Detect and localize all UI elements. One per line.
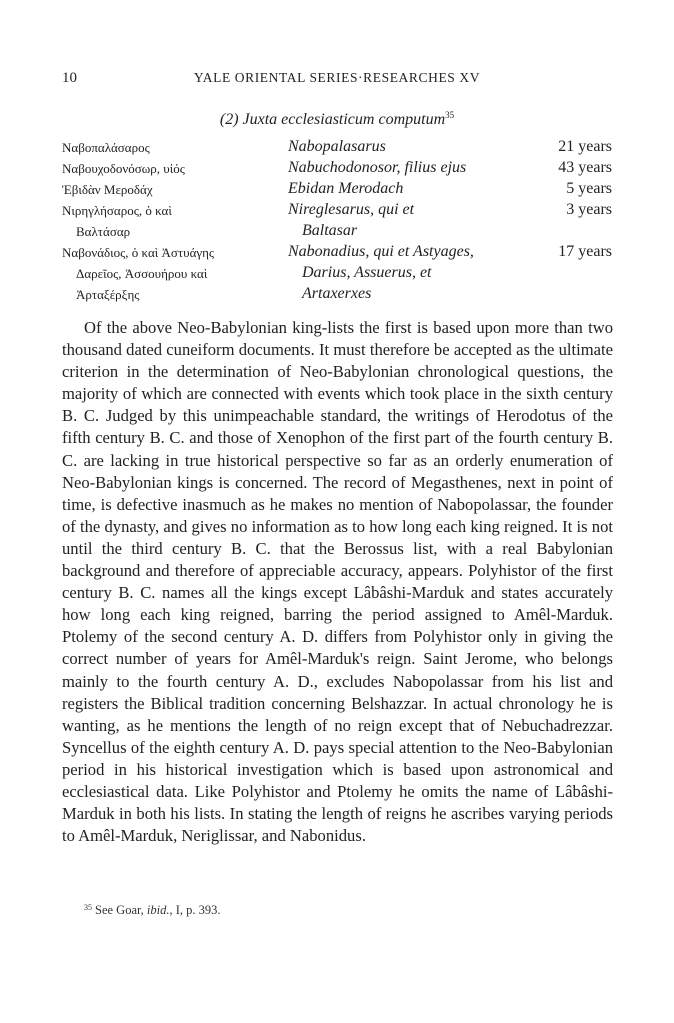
- king-row-line: [62, 138, 612, 159]
- greek-name: Ἐβιδὰν Μεροδάχ: [62, 182, 153, 197]
- latin-name: Nireglesarus, qui et: [288, 201, 415, 218]
- greek-name: Δαρεῖος, Ἀσσουήρου καὶ: [76, 266, 208, 281]
- king-list-table: [62, 138, 612, 306]
- latin-name: Artaxerxes: [302, 285, 372, 302]
- page-number: 10: [62, 70, 77, 86]
- footnote-text-italic: ibid.: [146, 903, 170, 917]
- reign-years: 21 years: [558, 138, 612, 155]
- reign-years: 3 years: [566, 201, 612, 218]
- footnote-marker: 35: [84, 903, 92, 912]
- reign-years: 17 years: [558, 243, 612, 260]
- latin-name: Nabopalasarus: [288, 138, 386, 155]
- greek-name: Νιρηγλήσαρος, ὁ καὶ: [62, 203, 172, 218]
- reign-years: 5 years: [566, 180, 612, 197]
- footnote-reference: 35: [445, 110, 455, 120]
- footnote-text-prefix: See Goar,: [95, 903, 147, 917]
- king-row-line: [62, 180, 612, 201]
- king-row: [62, 180, 612, 201]
- page-header: [62, 70, 612, 92]
- section-heading: [0, 110, 674, 129]
- king-row-line: [62, 285, 612, 306]
- greek-name: Ναβουχοδονόσωρ, υἱός: [62, 161, 185, 176]
- king-row-line: [62, 201, 612, 222]
- king-row: [62, 243, 612, 306]
- latin-name: Nabuchodonosor, filius ejus: [288, 159, 467, 176]
- latin-name: Nabonadius, qui et Astyages,: [288, 243, 474, 260]
- king-row: [62, 159, 612, 180]
- king-row-line: [62, 264, 612, 285]
- running-head: YALE ORIENTAL SERIES·RESEARCHES XV: [193, 70, 481, 85]
- section-heading-text: (2) Juxta ecclesiasticum computum: [219, 111, 446, 128]
- latin-name: Baltasar: [302, 222, 358, 239]
- king-row: [62, 138, 612, 159]
- greek-name: Ναβοπαλάσαρος: [62, 140, 150, 155]
- greek-name: Βαλτάσαρ: [76, 224, 131, 239]
- reign-years: 43 years: [558, 159, 612, 176]
- king-row-line: [62, 222, 612, 243]
- greek-name: Ναβονάδιος, ὁ καὶ Ἀστυάγης: [62, 245, 215, 260]
- greek-name: Ἀρταξέρξης: [76, 287, 140, 302]
- footnote: [84, 903, 221, 918]
- latin-name: Darius, Assuerus, et: [302, 264, 432, 281]
- king-row-line: [62, 159, 612, 180]
- latin-name: Ebidan Merodach: [288, 180, 404, 197]
- footnote-text-suffix: , I, p. 393.: [169, 903, 221, 917]
- king-row-line: [62, 243, 612, 264]
- body-paragraph: Of the above Neo-Babylonian king-lists the first is based upon more than two thousand dated cuneiform documents. It must therefore be accepted as the ultimate criterion in the determination of Neo-Babylonian chronological questions, the majority of which are connected with events which took place in the sixth century B. C. Judged by this unimpeachable standard, the writings of Herodotus of the fifth century B. C. and those of Xenophon of the first part of the fourth century B. C. are lacking in true historical perspective so far as an orderly enumeration of Neo-Babylonian kings is concerned. The record of Megasthenes, next in point of time, is defective inasmuch as he makes no mention of Nabopolassar, the founder of the dynasty, and gives no information as to how long each king reigned. It is not until the third century B. C. that the Berossus list, with a real Babylonian background and therefore of appreciable accuracy, appears. Polyhistor of the first century B. C. names all the kings except Lâbâshi-Marduk and states accurately how long each king reigned, barring the period assigned to Amêl-Marduk. Ptolemy of the second century A. D. differs from Polyhistor only in giving the correct number of years for Amêl-Marduk's reign. Saint Jerome, who belongs mainly to the fourth century A. D., excludes Nabopolassar from his list and registers the Biblical tradition concerning Belshazzar. In actual chronology he is wanting, as he mentions the length of no reign except that of Nebuchadrezzar. Syncellus of the eighth century A. D. pays special attention to the Neo-Babylonian period in his historical investigation which is based upon astronomical and ecclesiastical data. Like Polyhistor and Ptolemy he omits the name of Lâbâshi-Marduk in both his lists. In stating the length of reigns he ascribes varying periods to Amêl-Marduk, Neriglissar, and Nabonidus.: [62, 318, 613, 846]
- king-row: [62, 201, 612, 243]
